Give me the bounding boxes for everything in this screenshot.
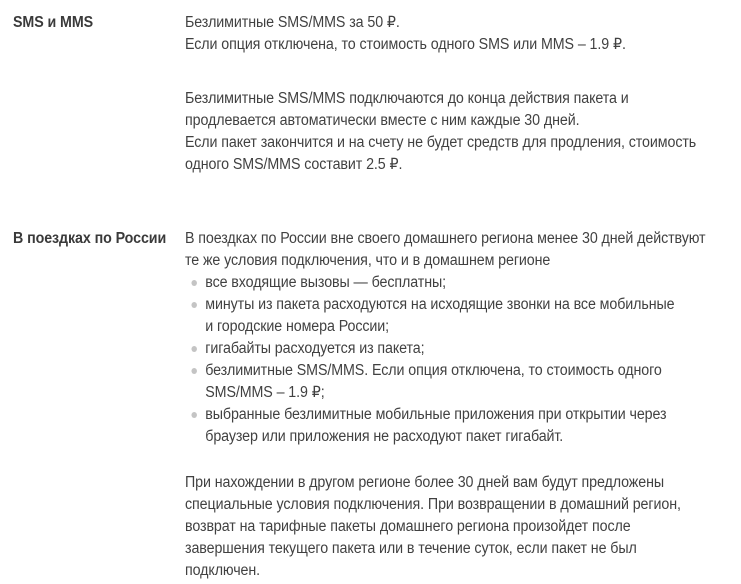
bullet-line: SMS/MMS – 1.9 ₽; xyxy=(205,384,325,401)
bullet-line: браузер или приложения не расходуют пакет гигабайт. xyxy=(205,428,564,445)
section-sms-mms xyxy=(13,12,741,176)
section-travel-russia xyxy=(13,228,741,582)
bullet-line: гигабайты расходуется из пакета; xyxy=(205,340,425,357)
conditions-bullet-list xyxy=(185,272,706,448)
paragraph-line: В поездках по России вне своего домашнего региона менее 30 дней действуют xyxy=(185,230,706,247)
paragraph-line: При нахождении в другом регионе более 30 дней вам будут предложены xyxy=(185,474,665,491)
paragraph-line: Безлимитные SMS/MMS подключаются до конца действия пакета и xyxy=(185,90,629,107)
intro-paragraph xyxy=(185,228,706,272)
bullet-dot-icon xyxy=(191,280,197,286)
bullet-item xyxy=(185,404,706,448)
bullet-item xyxy=(185,294,706,338)
outro-paragraph xyxy=(185,472,706,582)
section-label: SMS и MMS xyxy=(13,14,94,31)
bullet-item xyxy=(185,272,706,294)
bullet-dot-icon xyxy=(191,346,197,352)
section-content xyxy=(185,12,697,176)
paragraph xyxy=(185,88,697,176)
bullet-item xyxy=(185,360,706,404)
paragraph-line: те же условия подключения, что и в домашнем регионе xyxy=(185,252,551,269)
bullet-dot-icon xyxy=(191,302,197,308)
bullet-item xyxy=(185,338,706,360)
paragraph-line: подключен. xyxy=(185,562,261,579)
paragraph-line: завершения текущего пакета или в течение суток, если пакет не был xyxy=(185,540,637,557)
bullet-dot-icon xyxy=(191,412,197,418)
bullet-line: безлимитные SMS/MMS. Если опция отключена, то стоимость одного xyxy=(205,362,662,379)
paragraph-line: Безлимитные SMS/MMS за 50 ₽. xyxy=(185,14,400,31)
paragraph-line: специальные условия подключения. При возвращении в домашний регион, xyxy=(185,496,681,513)
bullet-line: и городские номера России; xyxy=(205,318,390,335)
paragraph-line: Если пакет закончится и на счету не будет средств для продления, стоимость xyxy=(185,134,697,151)
bullet-line: все входящие вызовы — бесплатны; xyxy=(205,274,447,291)
paragraph-line: продлевается автоматически вместе с ним каждые 30 дней. xyxy=(185,112,580,129)
paragraph-line: Если опция отключена, то стоимость одного SMS или MMS – 1.9 ₽. xyxy=(185,36,626,53)
paragraph-line: одного SMS/MMS составит 2.5 ₽. xyxy=(185,156,403,173)
section-content xyxy=(185,228,706,582)
paragraph-line: возврат на тарифные пакеты домашнего региона произойдет после xyxy=(185,518,631,535)
paragraph xyxy=(185,12,697,56)
bullet-line: выбранные безлимитные мобильные приложения при открытии через xyxy=(205,406,667,423)
bullet-dot-icon xyxy=(191,368,197,374)
section-label: В поездках по России xyxy=(13,230,167,247)
bullet-line: минуты из пакета расходуются на исходящие звонки на все мобильные xyxy=(205,296,675,313)
